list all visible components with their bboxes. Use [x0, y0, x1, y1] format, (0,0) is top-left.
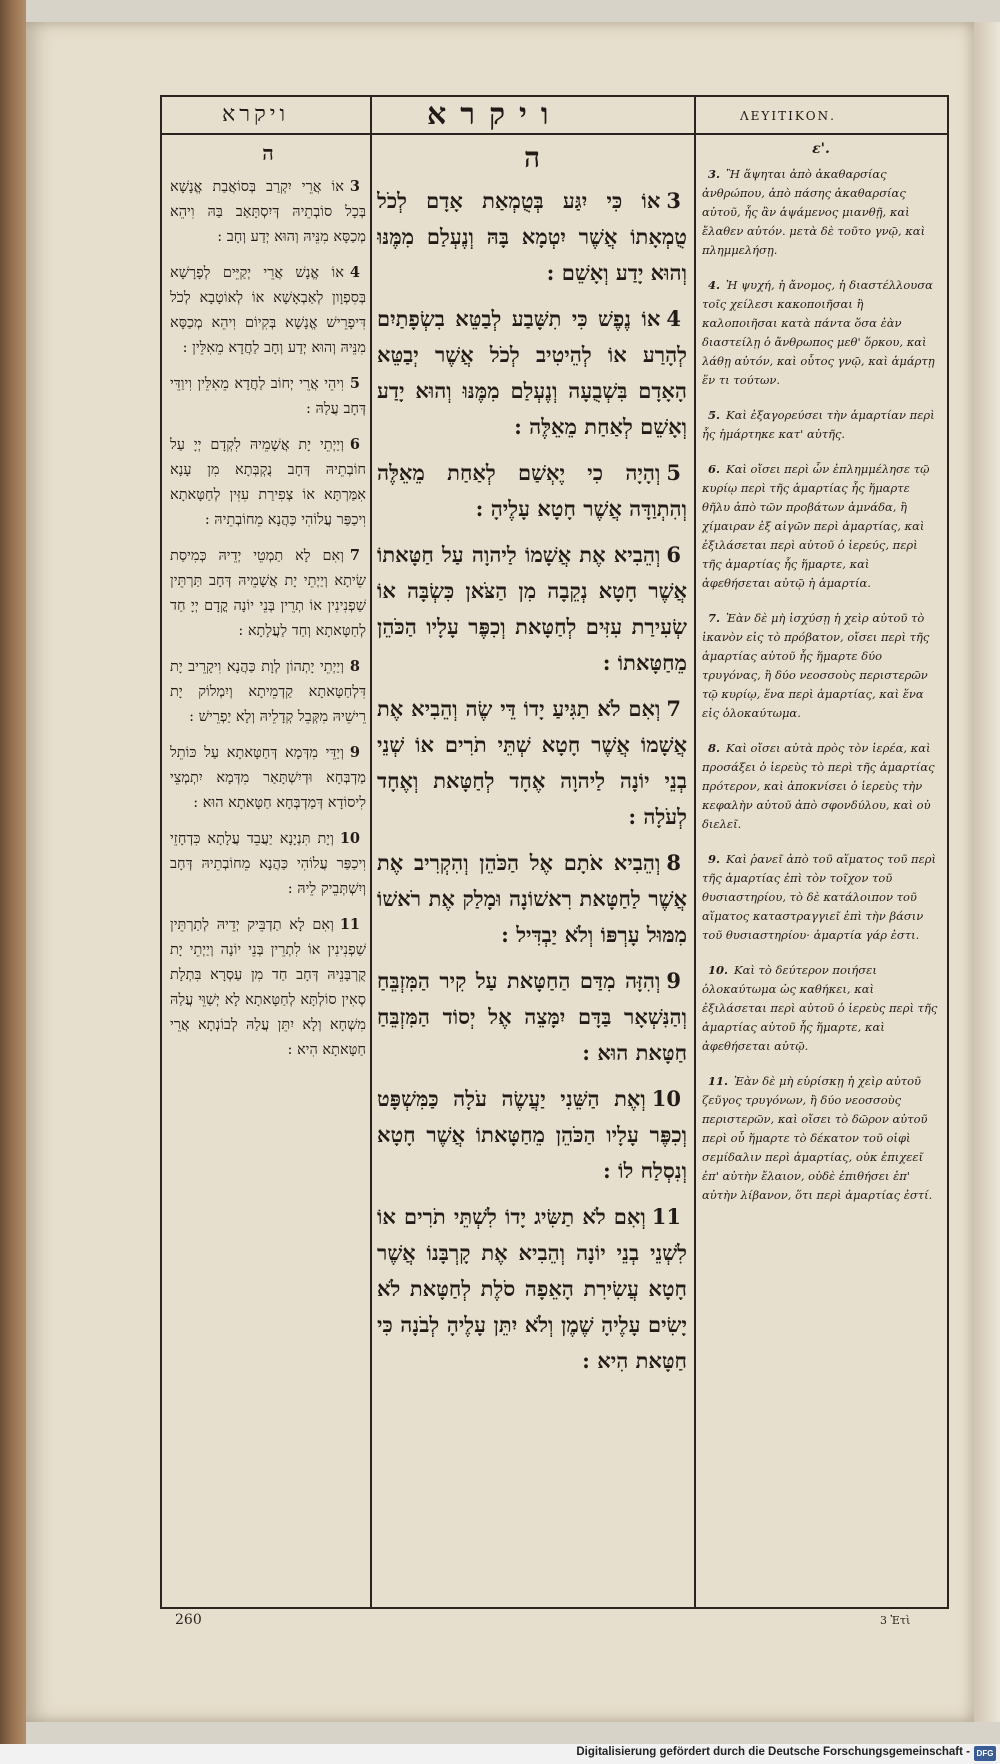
hebrew-verse: [377, 455, 687, 527]
header-greek-title: ΛΕΥΙΤΙΚΟΝ.: [740, 109, 836, 123]
verse-text: אוֹ כִּי יִגַּע בְּטֻמְאַת אָדָם לְכֹל טֻמְאָתוֹ אֲשֶׁר יִטְמָא בָּהּ וְנֶעְלַם מִמֶּנּוּ וְהוּא יָדַע וְאָשֵׁם :: [377, 188, 687, 285]
verse-number: 11.: [708, 1074, 729, 1088]
verse-number: 5: [349, 375, 360, 392]
aramaic-verse: [170, 654, 366, 730]
verse-number: 7: [349, 547, 360, 564]
verse-number: 7.: [708, 611, 721, 625]
aramaic-verse: [170, 912, 366, 1063]
verse-number: 10: [339, 830, 360, 847]
greek-verse: [702, 609, 940, 723]
hebrew-verse-list: [377, 183, 687, 1379]
catchword: 3 Ἐτὶ: [880, 1614, 911, 1627]
verse-text: וְאִם לֹא תַשִּׂיג יָדוֹ לִשְׁתֵּי תֹרִים אוֹ לִשְׁנֵי בְנֵי יוֹנָה וְהֵבִיא אֶת קָרְבָּנוֹ אֲשֶׁר חָטָא עֲשִׂירִת הָאֵפָה סֹלֶת לְחַטָּאת לֹא יָשִׂים עָלֶיהָ שֶׁמֶן וְלֹא יִתֵּן עָלֶיהָ לְבֹנָה כִּי חַטָּאת הִיא :: [377, 1204, 687, 1373]
greek-verse: [702, 850, 940, 945]
verse-text: וְיַיְתֵי יָתְהוֹן לְוָת כַּהֲנָא וִיקָרֵיב יָת דִּלְחַטָּאתָא קַדְמֵיתָא וְיִמְלוֹק יָת רֵישֵׁיהּ מִקְּבֵל קְדָלֵיהּ וְלָא יַפְרֵישׁ :: [170, 659, 366, 725]
hebrew-verse: [377, 845, 687, 953]
verse-number: 10.: [708, 963, 729, 977]
column-rule-right: [694, 97, 696, 1607]
verse-text: Καὶ τὸ δεύτερον ποιήσει ὁλοκαύτωμα ὡς καθήκει, καὶ ἐξιλάσεται περὶ αὐτοῦ ὁ ἱερεὺς περὶ τῆς ἁμαρτίας αὐτοῦ ἧς ἥμαρτε, καὶ ἀφεθήσεται αὐτῷ.: [702, 963, 938, 1053]
aramaic-verse: [170, 260, 366, 361]
digitization-credit-bar: [0, 1744, 1000, 1764]
verse-number: 5.: [708, 408, 721, 422]
verse-text: וְהֵבִיא אֹתָם אֶל הַכֹּהֵן וְהִקְרִיב אֶת אֲשֶׁר לַחַטָּאת רִאשׁוֹנָה וּמָלַק אֶת רֹאשׁוֹ מִמּוּל עָרְפּוֹ וְלֹא יַבְדִּיל :: [377, 850, 687, 947]
verse-number: 5: [666, 460, 681, 485]
column-rule-left: [370, 97, 372, 1607]
verse-text: Καὶ ῥανεῖ ἀπὸ τοῦ αἵματος τοῦ περὶ τῆς ἁμαρτίας ἐπὶ τὸν τοῖχον τοῦ θυσιαστηρίου, τὸ δὲ κατάλοιπον τοῦ αἵματος καταστραγγιεῖ ἐπὶ τὴν βάσιν τοῦ θυσιαστηρίου· ἁμαρτία γάρ ἐστι.: [702, 852, 937, 942]
hebrew-column: [377, 141, 687, 1595]
hebrew-chapter-number: ה: [523, 141, 541, 174]
greek-verse-list: [702, 165, 940, 1205]
verse-text: אוֹ נֶפֶשׁ כִּי תִשָּׁבַע לְבַטֵּא בִשְׂפָתַיִם לְהָרַע אוֹ לְהֵיטִיב לְכֹל אֲשֶׁר יְבַטֵּא הָאָדָם בִּשְׁבֻעָה וְנֶעְלַם מִמֶּנּוּ וְהוּא יָדַע וְאָשֵׁם לְאַחַת מֵאֵלֶּה :: [377, 306, 687, 439]
verse-text: וְהִזָּה מִדַּם הַחַטָּאת עַל קִיר הַמִּזְבֵּחַ וְהַנִּשְׁאָר בַּדָּם יִמָּצֵה אֶל יְסוֹד הַמִּזְבֵּחַ חַטָּאת הוּא :: [377, 968, 687, 1065]
page-edges: [974, 22, 1000, 1722]
greek-verse: [702, 406, 940, 444]
greek-verse: [702, 460, 940, 593]
verse-number: 10: [651, 1086, 681, 1111]
verse-number: 3.: [708, 167, 721, 181]
greek-verse: [702, 276, 940, 390]
verse-number: 4.: [708, 278, 721, 292]
aramaic-column: [170, 141, 366, 1595]
verse-text: וְיָת תִּנְיָנָא יַעֲבֵד עֲלָתָא כִּדְחָזֵי וִיכַפַּר עֲלוֹהִי כַּהֲנָא מֵחוֹבְתֵיהּ דְּחָב וְיִשְׁתְּבֵיק לֵיהּ :: [170, 831, 366, 897]
verse-number: 3: [666, 188, 681, 213]
aramaic-verse: [170, 432, 366, 533]
verse-number: 4: [349, 264, 360, 281]
verse-number: 11: [651, 1204, 681, 1229]
book-binding: [0, 0, 26, 1764]
verse-text: אוֹ אֲרֵי יִקְרַב בְּסוֹאֲבַת אֱנָשָׁא בְּכָל סוֹבְתֵיהּ דְּיִסְתָּאַב בַּהּ וִיהֵא מְכַסָּא מִנֵּיהּ וְהוּא יְדַע וְחָב :: [170, 179, 366, 245]
verse-number: 4: [666, 306, 681, 331]
verse-number: 6: [666, 542, 681, 567]
aramaic-verse: [170, 174, 366, 250]
verse-number: 8: [349, 658, 360, 675]
greek-verse: [702, 165, 940, 260]
hebrew-verse: [377, 691, 687, 835]
verse-text: וְאִם לֹא תַגִּיעַ יָדוֹ דֵּי שֶׂה וְהֵבִיא אֶת אֲשָׁמוֹ אֲשֶׁר חָטָא שְׁתֵּי תֹרִים אוֹ שְׁנֵי בְנֵי יוֹנָה לַיהוָה אֶחָד לְחַטָּאת וְאֶחָד לְעֹלָה :: [377, 696, 687, 829]
verse-number: 11: [339, 916, 360, 933]
verse-number: 9: [349, 744, 360, 761]
hebrew-verse: [377, 963, 687, 1071]
hebrew-verse: [377, 537, 687, 681]
greek-verse: [702, 1072, 940, 1205]
verse-text: Ἢ ἅψηται ἀπὸ ἀκαθαρσίας ἀνθρώπου, ἀπὸ πάσης ἀκαθαρσίας αὐτοῦ, ἧς ἂν ἁψάμενος μιανθῇ, καὶ ἔλαθεν αὐτόν. μετὰ δὲ τοῦτο γνῷ, καὶ πλημμελήσῃ.: [702, 167, 926, 257]
verse-number: 9: [666, 968, 681, 993]
aramaic-verse: [170, 826, 366, 902]
page-number: 260: [175, 1612, 202, 1628]
verse-number: 6.: [708, 462, 721, 476]
aramaic-verse: [170, 740, 366, 816]
verse-number: 8: [666, 850, 681, 875]
verse-text: Ἡ ψυχή, ἡ ἄνομος, ἡ διαστέλλουσα τοῖς χείλεσι κακοποιῆσαι ἢ καλοποιῆσαι κατὰ πάντα ὅσα ἐὰν διαστείλῃ ὁ ἄνθρωπος μεθ' ὅρκου, καὶ λάθῃ αὐτόν, καὶ οὗτος γνῷ, καὶ ἁμάρτῃ ἕν τι τούτων.: [702, 278, 935, 387]
verse-number: 8.: [708, 741, 721, 755]
verse-number: 9.: [708, 852, 721, 866]
verse-number: 6: [349, 436, 360, 453]
verse-text: וְיַדֵּי מִדְּמָא דְּחַטָּאתָא עַל כּוֹתֵל מַדְבְּחָא וּדְיִשְׁתָּאַר מִדְּמָא יִתְמְצֵי לִיסוֹדָא דְּמַדְבְּחָא חַטָּאתָא הוּא :: [170, 745, 366, 811]
verse-text: וְאִם לָא תַמְטֵי יְדֵיהּ כְּמִיסַת שֵׂיתָא וְיַיְתֵי יָת אֲשָׁמֵיהּ דְּחָב תַּרְתֵּין שַׁפְנִינִין אוֹ תְרֵין בְּנֵי יוֹנָה קֳדָם יְיָ חַד לְחַטָּאתָא וְחַד לַעֲלָתָא :: [170, 548, 366, 639]
verse-text: וְהָיָה כִי יֶאְשַׁם לְאַחַת מֵאֵלֶּה וְהִתְוַדָּה אֲשֶׁר חָטָא עָלֶיהָ :: [377, 460, 687, 521]
running-header: [162, 97, 947, 135]
verse-text: וְיַיְתֵי יָת אֲשָׁמֵיהּ לִקְדָם יְיָ עַל חוֹבְתֵיהּ דְּחָב נֻקְבְּתָא מִן עָנָא אִמַּרְתָּא אוֹ צְפִירַת עִזִּין לְחַטָּאתָא וִיכַפַּר עֲלוֹהִי כַּהֲנָא מֵחוֹבְתֵיהּ :: [170, 437, 366, 528]
verse-text: Καὶ οἴσει αὐτὰ πρὸς τὸν ἱερέα, καὶ προσάξει ὁ ἱερεὺς τὸ περὶ τῆς ἁμαρτίας πρότερον, καὶ ἀποκνίσει ὁ ἱερεὺς τὴν κεφαλὴν αὐτοῦ ἀπὸ σφονδύλου, καὶ οὐ διελεῖ.: [702, 741, 935, 831]
header-aramaic-title: ויקרא: [222, 102, 290, 127]
aramaic-chapter-number: ה: [262, 141, 274, 165]
header-hebrew-title: ויקרא: [427, 97, 563, 132]
verse-text: וְהֵבִיא אֶת אֲשָׁמוֹ לַיהוָה עַל חַטָּאתוֹ אֲשֶׁר חָטָא נְקֵבָה מִן הַצֹּאן כִּשְׂבָּה אוֹ שְׂעִירַת עִזִּים לְחַטָּאת וְכִפֶּר עָלָיו הַכֹּהֵן מֵחַטָּאתוֹ :: [377, 542, 687, 675]
verse-text: וְאֶת הַשֵּׁנִי יַעֲשֶׂה עֹלָה כַּמִּשְׁפָּט וְכִפֶּר עָלָיו הַכֹּהֵן מֵחַטָּאתוֹ אֲשֶׁר חָטָא וְנִסְלַח לוֹ :: [377, 1086, 687, 1183]
verse-number: 7: [666, 696, 681, 721]
hebrew-verse: [377, 1081, 687, 1189]
aramaic-verse-list: [170, 174, 366, 1063]
verse-text: Ἐὰν δὲ μὴ ἰσχύσῃ ἡ χεὶρ αὐτοῦ τὸ ἱκανὸν εἰς τὸ πρόβατον, οἴσει περὶ τῆς ἁμαρτίας αὐτοῦ ἧς ἥμαρτε δύο τρυγόνας, ἢ δύο νεοσσοὺς περιστερῶν τῷ κυρίῳ, ἕνα περὶ ἁμαρτίας, καὶ ἕνα εἰς ὁλοκαύτωμα.: [702, 611, 930, 720]
verse-text: Καὶ οἴσει περὶ ὧν ἐπλημμέλησε τῷ κυρίῳ περὶ τῆς ἁμαρτίας ἧς ἥμαρτε θῆλυ ἀπὸ τῶν προβάτων ἀμνάδα, ἢ χίμαιραν ἐξ αἰγῶν περὶ ἁμαρτίας, καὶ ἐξιλάσεται περὶ αὐτοῦ ὁ ἱερεύς, περὶ τῆς ἁμαρτίας ἧς ἥμαρτε, καὶ ἀφεθήσεται αὐτῷ ἡ ἁμαρτία.: [702, 462, 930, 590]
hebrew-verse: [377, 183, 687, 291]
verse-text: וִיהֵי אֲרֵי יְחוֹב לַחֲדָא מֵאִלֵּין וִיוַדֵּי דְּחָב עֲלַהּ :: [170, 376, 366, 417]
verse-text: וְאִם לָא תַדְבֵּיק יְדֵיהּ לְתַרְתֵּין שַׁפְנִינִין אוֹ לִתְרֵין בְּנֵי יוֹנָה וְיַיְתֵי יָת קֻרְבָּנֵיהּ דְּחָב חַד מִן עַסְרָא בִּתְלָת סְאִין סוֹלְתָּא לְחַטָּאתָא לָא יְשַׁוֵּי עֲלַהּ מִשְׁחָא וְלָא יִתֵּן עֲלַהּ לְבוֹנְתָא אֲרֵי חַטָּאתָא הִיא :: [170, 917, 366, 1058]
verse-text: Καὶ ἐξαγορεύσει τὴν ἁμαρτίαν περὶ ἧς ἡμάρτηκε κατ' αὐτῆς.: [702, 408, 935, 441]
greek-verse: [702, 739, 940, 834]
text-frame: [160, 95, 949, 1609]
hebrew-verse: [377, 1199, 687, 1379]
verse-number: 3: [349, 178, 360, 195]
dfg-logo-icon: DFG: [974, 1746, 996, 1761]
greek-verse: [702, 961, 940, 1056]
greek-chapter-number: ε'.: [812, 141, 830, 157]
verse-text: אוֹ אֱנָשׁ אֲרֵי יְקַיֵּים לְפָרָשָׁא בְּסִפְוָון לְאַבְאָשָׁא אוֹ לְאוֹטָבָא לְכֹל דִּיפָרֵישׁ אֱנָשָׁא בְּקִיוֹם וִיהֵא מְכַסָּא מִנֵּיהּ וְהוּא יְדַע וְחָב לַחֲדָא מֵאִלֵּין :: [170, 265, 366, 356]
verse-text: Ἐὰν δὲ μὴ εὑρίσκῃ ἡ χεὶρ αὐτοῦ ζεῦγος τρυγόνων, ἢ δύο νεοσσοὺς περιστερῶν, καὶ οἴσει τὸ δῶρον αὐτοῦ περὶ οὗ ἥμαρτε τὸ δέκατον τοῦ οἰφὶ σεμίδαλιν περὶ ἁμαρτίας, οὐκ ἐπιχεεῖ ἐπ' αὐτὴν ἔλαιον, οὐδὲ ἐπιθήσει ἐπ' αὐτὴν λίβανον, ὅτι περὶ ἁμαρτίας ἐστί.: [702, 1074, 933, 1202]
greek-column: [702, 141, 940, 1595]
aramaic-verse: [170, 543, 366, 644]
credit-text: Digitalisierung gefördert durch die Deutsche Forschungsgemeinschaft -: [576, 1746, 970, 1758]
aramaic-verse: [170, 371, 366, 422]
hebrew-verse: [377, 301, 687, 445]
